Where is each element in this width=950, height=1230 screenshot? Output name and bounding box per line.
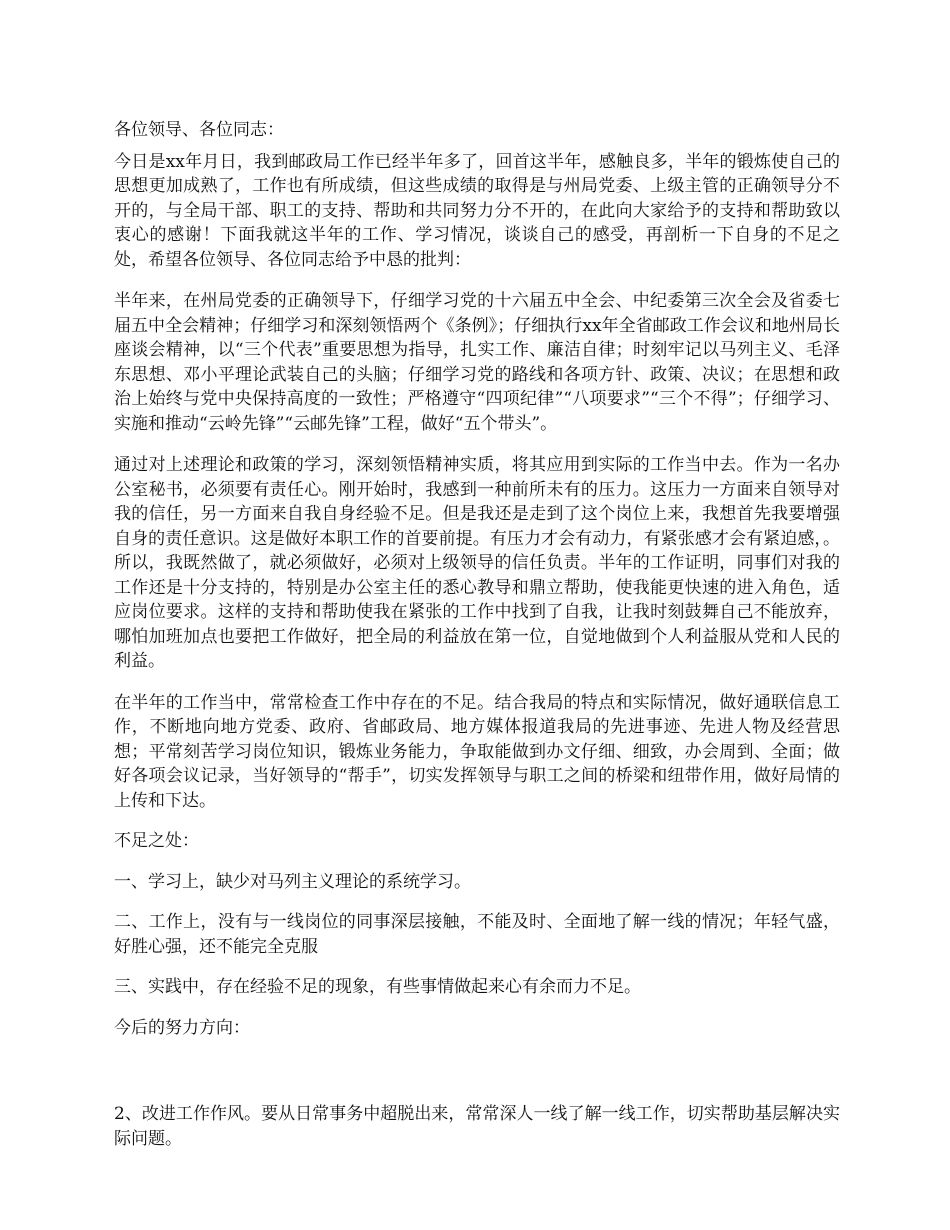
greeting: 各位领导、各位同志： bbox=[114, 120, 284, 140]
heading-future-direction: 今后的努力方向： bbox=[114, 1017, 250, 1038]
shortcoming-item-2: 二、工作上，没有与一线岗位的同事深层接触，不能及时、全面地了解一线的情况；年轻气盛，好胜心强，还不能完全克服 bbox=[114, 912, 840, 957]
paragraph-study: 半年来，在州局党委的正确领导下，仔细学习党的十六届五中全会、中纪委第三次全会及省委七届五中全会精神；仔细学习和深刻领悟两个《条例》；仔细执行xx年全省邮政工作会议和地州局长座谈会精神，以“三个代表”重要思想为指导，扎实工作、廉洁自律；时刻牢记以马列主义、毛泽东思想、邓小平理论武装自己的头脑；仔细学习党的路线和各项方针、政策、决议；在思想和政治上始终与党中央保持高度的一致性；严格遵守“四项纪律”“八项要求”“三个不得”；仔细学习、实施和推动“云岭先锋”“云邮先锋”工程，做好“五个带头”。 bbox=[114, 291, 840, 434]
paragraph-self-check: 在半年的工作当中，常常检查工作中存在的不足。结合我局的特点和实际情况，做好通联信息工作，不断地向地方党委、政府、省邮政局、地方媒体报道我局的先进事迹、先进人物及经营思想；平常刻苦学习岗位知识，锻炼业务能力，争取能做到办文仔细、细致，办会周到、全面；做好各项会议记录，当好领导的“帮手”，切实发挥领导与职工之间的桥梁和纽带作用，做好局情的上传和下达。 bbox=[114, 692, 840, 811]
shortcoming-item-1: 一、学习上，缺少对马列主义理论的系统学习。 bbox=[114, 871, 471, 892]
direction-item-2: 2、改进工作作风。要从日常事务中超脱出来，常常深人一线了解一线工作，切实帮助基层解决实际问题。 bbox=[114, 1104, 840, 1149]
shortcoming-item-3: 三、实践中，存在经验不足的现象，有些事情做起来心有余而力不足。 bbox=[114, 977, 641, 997]
paragraph-work: 通过对上述理论和政策的学习，深刻领悟精神实质，将其应用到实际的工作当中去。作为一名办公室秘书，必须要有责任心。刚开始时，我感到一种前所未有的压力。这压力一方面来自领导对我的信任，另一方面来自我自身经验不足。但是我还是走到了这个岗位上来，我想首先我要增强自身的责任意识。这是做好本职工作的首要前提。有压力才会有动力，有紧张感才会有紧迫感，。所以，我既然做了，就必须做好，必须对上级领导的信任负责。半年的工作证明，同事们对我的工作还是十分支持的，特别是办公室主任的悉心教导和鼎立帮助，使我能更快速的进入角色，适应岗位要求。这样的支持和帮助使我在紧张的工作中找到了自我，让我时刻鼓舞自己不能放弃，哪怕加班加点也要把工作做好，把全局的利益放在第一位，自觉地做到个人利益服从党和人民的利益。 bbox=[114, 455, 840, 671]
document-page bbox=[114, 118, 840, 1151]
heading-shortcomings: 不足之处： bbox=[114, 831, 199, 851]
paragraph-intro: 今日是xx年月日，我到邮政局工作已经半年多了，回首这半年，感触良多，半年的锻炼使自己的思想更加成熟了，工作也有所成绩，但这些成绩的取得是与州局党委、上级主管的正确领导分不开的，与全局干部、职工的支持、帮助和共同努力分不开的，在此向大家给予的支持和帮助致以衷心的感谢！下面我就这半年的工作、学习情况，谈谈自己的感受，再剖析一下自身的不足之处，希望各位领导、各位同志给予中恳的批判： bbox=[114, 151, 840, 270]
